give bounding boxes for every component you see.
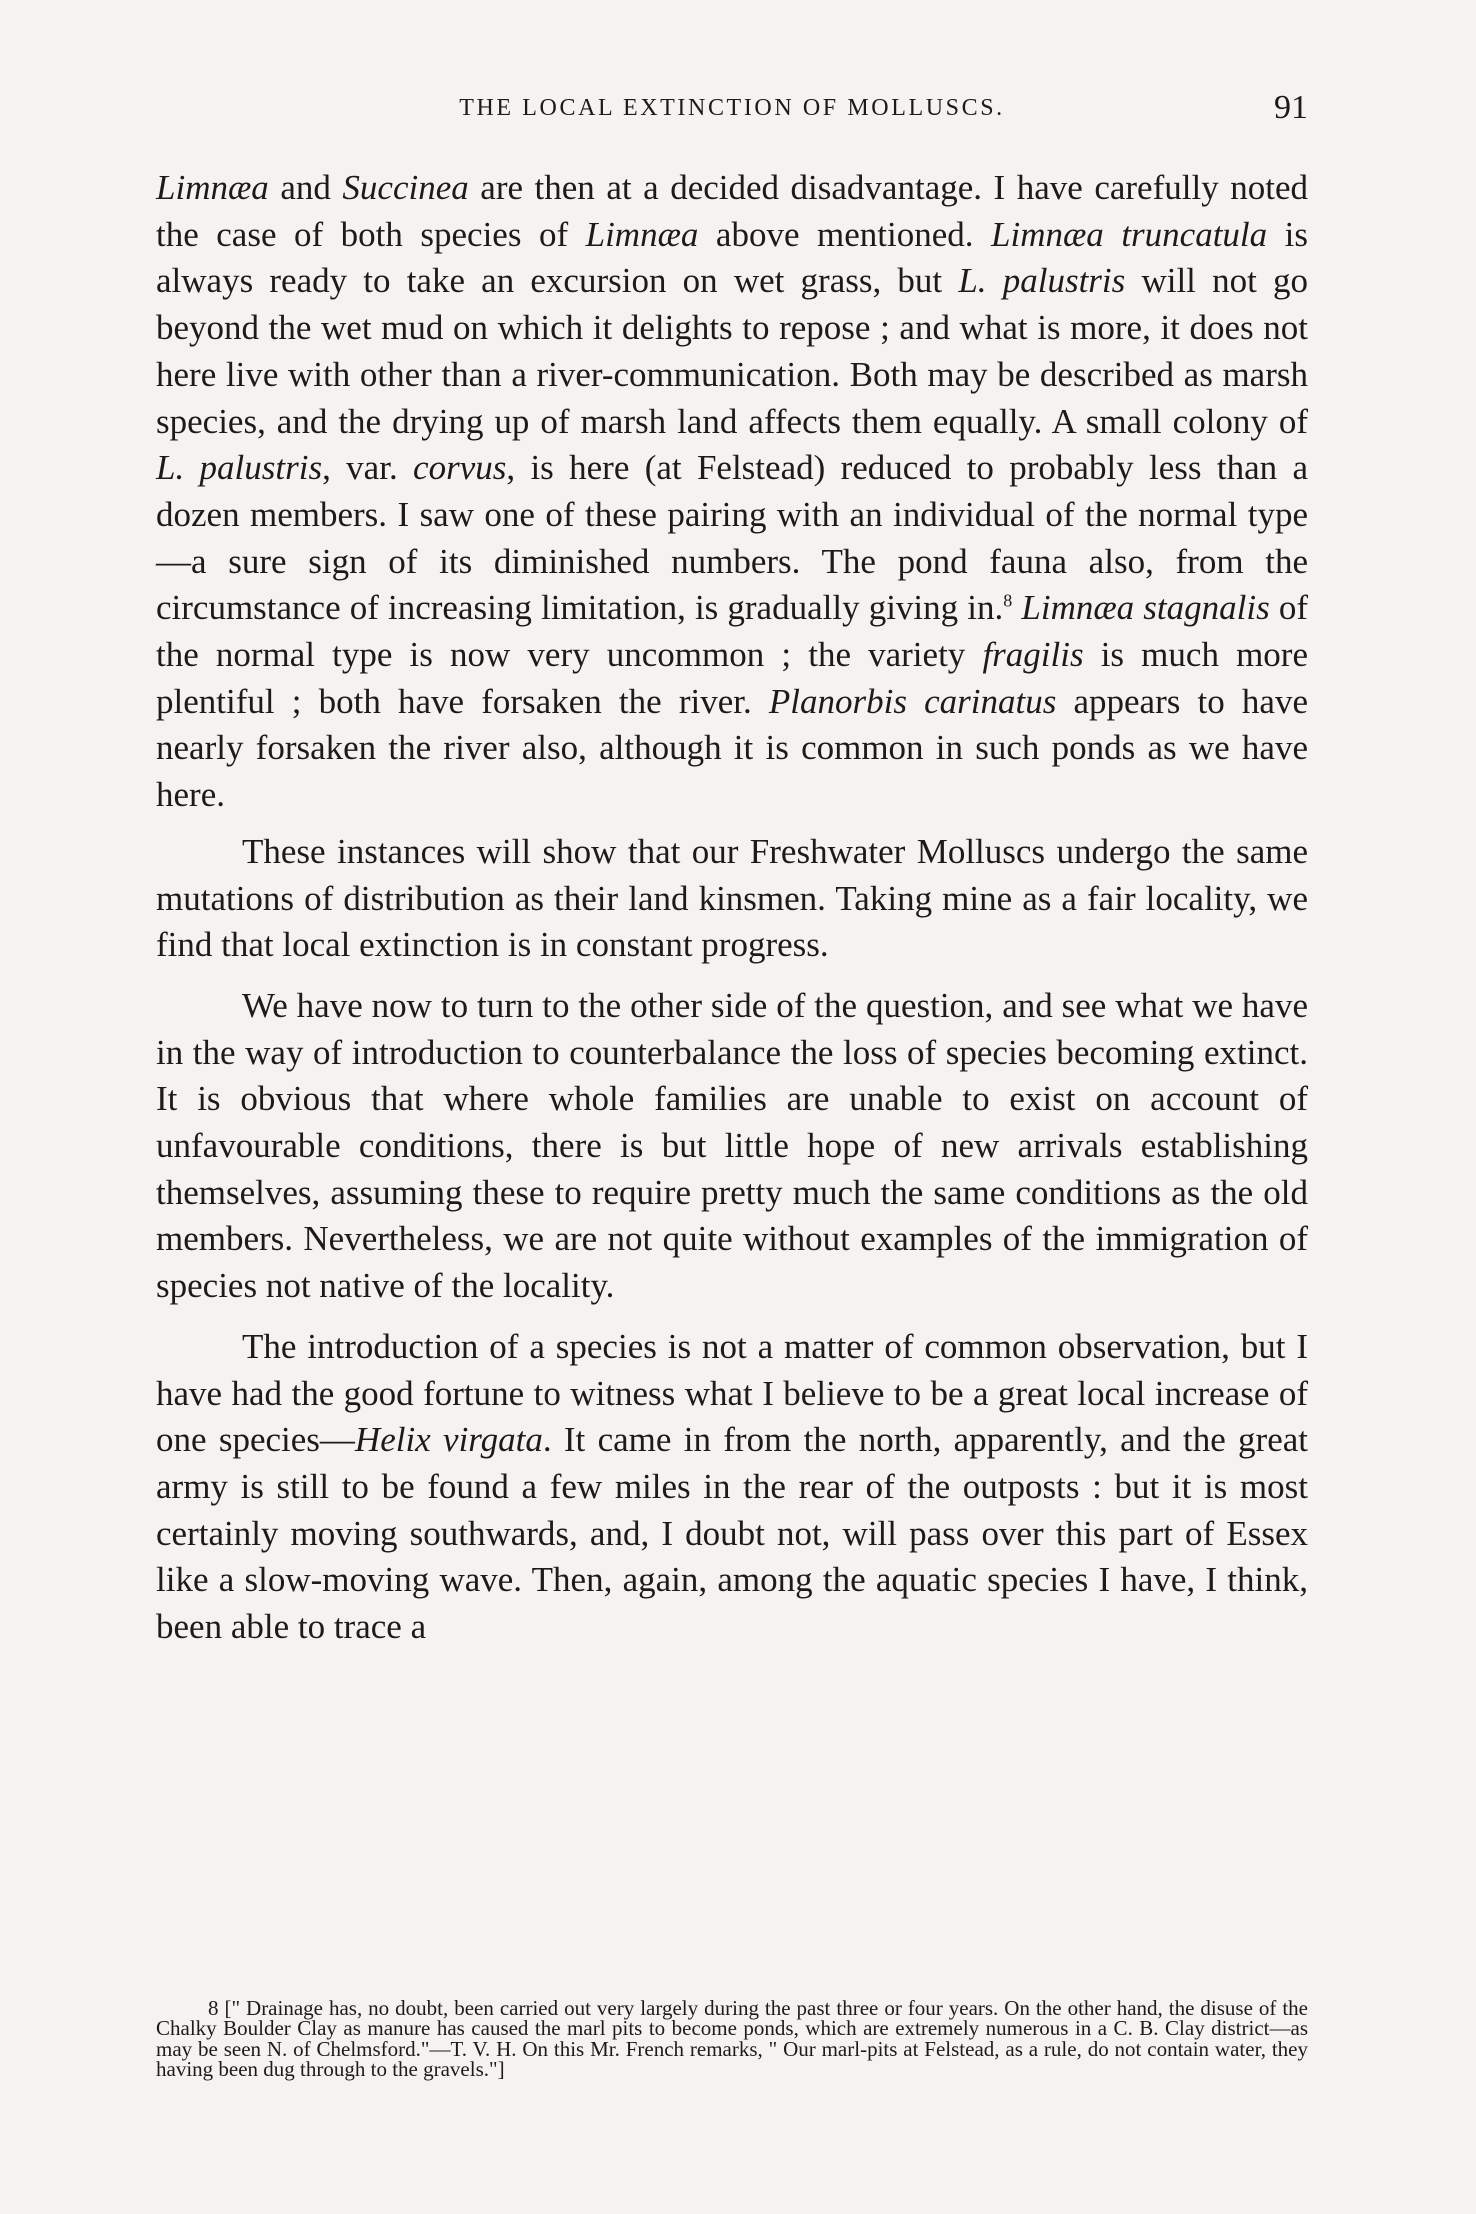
- text-run: are then at a decided disadvantage. I have carefully noted the case of both species of: [156, 168, 1308, 254]
- italic-text: L. palustris: [156, 448, 323, 488]
- italic-text: Limnæa: [585, 214, 699, 254]
- text-run: These instances will show that our Freshwater Molluscs undergo the same mutations of distribution as their land kinsmen. Taking mine as a fair locality, we find that local extinction is in constant progress.: [156, 831, 1308, 965]
- italic-text: Limnæa: [156, 168, 269, 207]
- text-run: The introduction of a species is not a matter of common observation, but I have had the good fortune to witness what I believe to be a great local increase of one species—: [156, 1326, 1308, 1460]
- italic-text: L. palustris: [958, 261, 1126, 301]
- italic-text: Limnæa truncatula: [991, 214, 1268, 254]
- italic-text: corvus: [413, 448, 507, 488]
- italic-text: Succinea: [342, 168, 469, 207]
- paragraph-4: [156, 1324, 1308, 1651]
- text-run: [1012, 588, 1021, 627]
- italic-text: Limnæa stagnalis: [1021, 588, 1270, 628]
- italic-text: Planorbis carinatus: [768, 681, 1057, 721]
- running-head: [156, 88, 1308, 128]
- text-run: , var.: [322, 448, 414, 488]
- text-run: , is here (at Felstead) reduced to probably less than a dozen members. I saw one of these pairing with an individual of the normal type—a sure sign of its diminished numbers. The pond fauna also, from the circumstance of increasing limitation, is gradually giving in.: [156, 448, 1309, 628]
- text-run: will not go beyond the wet mud on which it delights to repose ; and what is more, it does not here live with other than a river-communication. Both may be described as marsh species, and the drying up of marsh land affects them equally. A small colony of: [156, 261, 1308, 441]
- paragraph-2: [156, 829, 1308, 969]
- text-run: . It came in from the north, apparently, and the great army is still to be found a few miles in the rear of the outposts : but it is most certainly moving southwards, and, I doubt not, will pass over this part of Essex like a slow-moving wave. Then, again, among the aquatic species I have, I think, been able to trace a: [156, 1420, 1308, 1647]
- text-run: is always ready to take an excursion on wet grass, but: [156, 214, 1308, 301]
- text-run: appears to have nearly forsaken the river also, although it is common in such ponds as we have here.: [156, 681, 1308, 815]
- paragraph-1: [156, 165, 1308, 819]
- text-run: of the normal type is now very uncommon ; the variety: [156, 588, 1309, 675]
- text-run: above mentioned.: [698, 214, 991, 254]
- running-title: THE LOCAL EXTINCTION OF MOLLUSCS.: [459, 95, 1005, 121]
- italic-text: fragilis: [982, 635, 1084, 675]
- italic-text: Helix virgata: [354, 1420, 543, 1460]
- footnote-8: 8 [" Drainage has, no doubt, been carried out very largely during the past three or four years. On the other hand, the disuse of the Chalky Boulder Clay as manure has caused the marl pits to become ponds, which are extremely numerous in a C. B. Clay district—as may be seen N. of Chelmsford."—T. V. H. On this Mr. French remarks, " Our marl-pits at Felstead, as a rule, do not contain water, they having been dug through to the gravels."]: [156, 1996, 1308, 2082]
- text-run: We have now to turn to the other side of the question, and see what we have in the way of introduction to counterbalance the loss of species becoming extinct. It is obvious that where whole families are unable to exist on account of unfavourable conditions, there is but little hope of new arrivals establishing themselves, assuming these to require pretty much the same conditions as the old members. Nevertheless, we are not quite without examples of the immigration of species not native of the locality.: [156, 985, 1308, 1306]
- body-text: [156, 165, 1308, 1651]
- text-run: and: [268, 168, 343, 207]
- page-number: 91: [1274, 89, 1308, 126]
- footnote-marker: 8: [1003, 590, 1013, 611]
- text-run: is much more plentiful ; both have forsaken the river.: [156, 635, 1308, 721]
- paragraph-3: [156, 983, 1308, 1310]
